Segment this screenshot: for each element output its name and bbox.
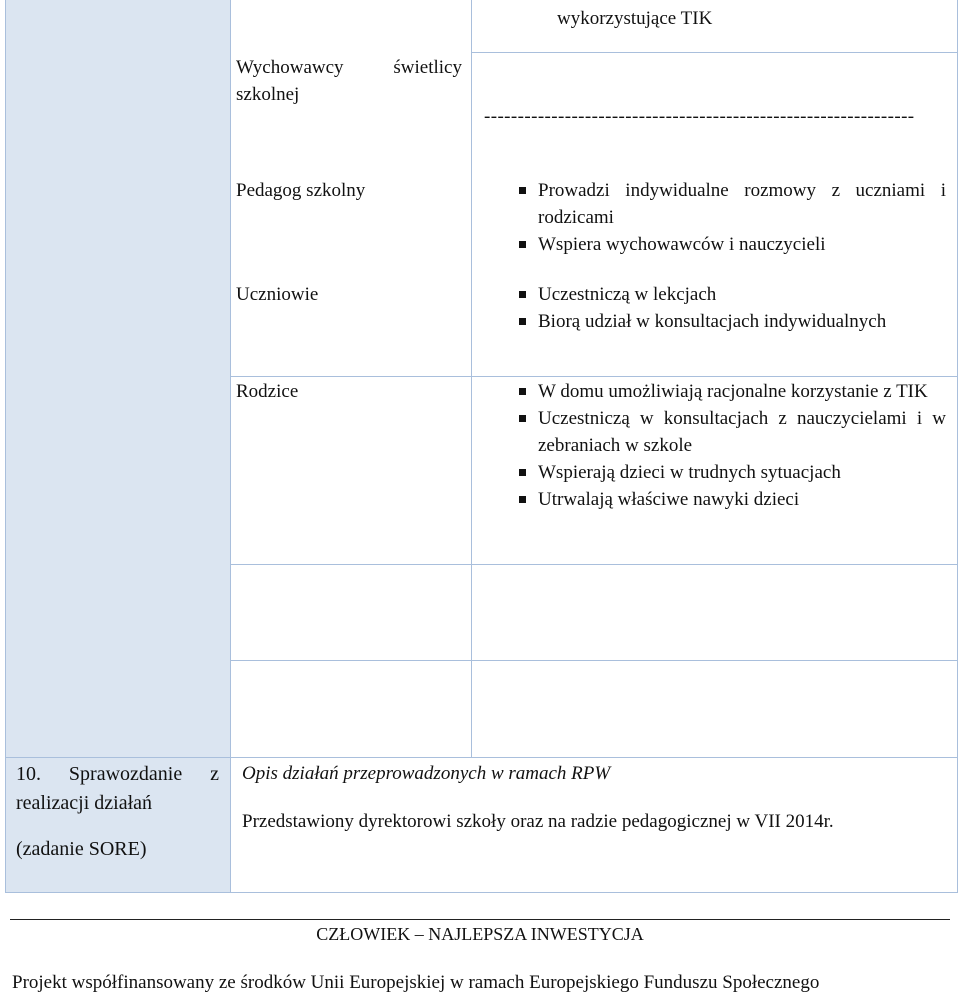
row-divider bbox=[230, 376, 958, 377]
list-item: Biorą udział w konsultacjach indywidualnych bbox=[516, 308, 946, 335]
role-wychowawcy-swietlicy bbox=[236, 54, 462, 108]
footer-project: Projekt współfinansowany ze środków Unii Europejskiej w ramach Europejskiego Funduszu Społecznego bbox=[12, 972, 820, 993]
rodzice-tasks bbox=[516, 378, 946, 513]
list-item: W domu umożliwiają racjonalne korzystanie z TIK bbox=[516, 378, 946, 405]
list-item: Wspierają dzieci w trudnych sytuacjach bbox=[516, 459, 946, 486]
column-divider-2 bbox=[471, 0, 472, 757]
uczniowie-tasks bbox=[516, 281, 946, 335]
list-item: Uczestniczą w lekcjach bbox=[516, 281, 946, 308]
list-item: Wspiera wychowawców i nauczycieli bbox=[516, 231, 946, 258]
footer-slogan: CZŁOWIEK – NAJLEPSZA INWESTYCJA bbox=[316, 924, 644, 944]
heading-line: realizacji działań bbox=[16, 792, 153, 814]
role-word: świetlicy bbox=[393, 57, 462, 78]
heading-line: 10. Sprawozdanie z bbox=[16, 763, 219, 785]
list-item: Prowadzi indywidualne rozmowy z uczniami i rodzicami bbox=[516, 177, 946, 231]
table-border-bottom bbox=[5, 892, 958, 893]
footer-divider bbox=[10, 919, 950, 920]
role-uczniowie: Uczniowie bbox=[236, 284, 319, 305]
dash-line: ---------------------------------------------------------------- bbox=[484, 106, 915, 127]
description-italic: Opis działań przeprowadzonych w ramach RPW bbox=[242, 763, 611, 784]
row-divider bbox=[230, 564, 958, 565]
row-divider bbox=[230, 660, 958, 661]
heading-line: (zadanie SORE) bbox=[16, 838, 147, 860]
role-line: szkolnej bbox=[236, 84, 300, 105]
section-heading bbox=[16, 760, 219, 864]
role-pedagog: Pedagog szkolny bbox=[236, 180, 366, 201]
list-item: Uczestniczą w konsultacjach z nauczycielami i w zebraniach w szkole bbox=[516, 405, 946, 459]
description-text: Przedstawiony dyrektorowi szkoły oraz na radzie pedagogicznej w VII 2014r. bbox=[242, 811, 834, 832]
table-border-left bbox=[5, 0, 6, 893]
table-border-right bbox=[957, 0, 958, 893]
role-rodzice: Rodzice bbox=[236, 381, 299, 402]
column-divider-1 bbox=[230, 0, 231, 893]
pedagog-tasks bbox=[516, 177, 946, 258]
tik-content: wykorzystujące TIK bbox=[557, 8, 713, 29]
row-divider bbox=[5, 757, 958, 758]
row-divider bbox=[471, 52, 958, 53]
list-item: Utrwalają właściwe nawyki dzieci bbox=[516, 486, 946, 513]
role-word: Wychowawcy bbox=[236, 57, 344, 78]
